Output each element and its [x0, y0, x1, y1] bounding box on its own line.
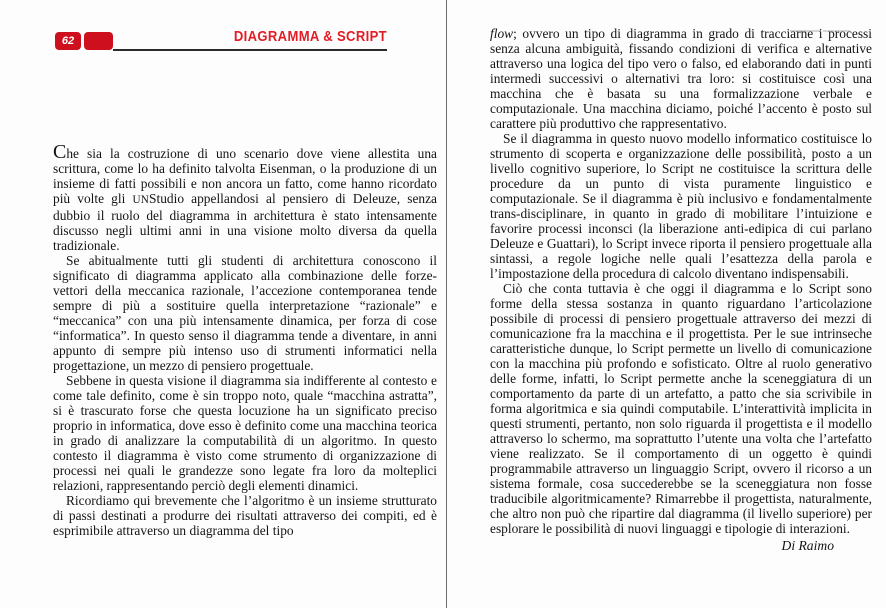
chapter-title: DIAGRAMMA & SCRIPT — [233, 29, 387, 45]
author-signature: Di Raimo — [781, 538, 834, 553]
page-gutter-divider — [446, 0, 447, 608]
paragraph-text: ; ovvero un tipo di diagramma in grado di tracciarne i processi senza alcuna ambiguità, fissando condizioni di verifica e alternative attraverso una logica del tipo vero o falso, ed elaborando dati in punti intermedi successivi o alternativi tra loro: si costituisce così una macchina che è basata su una formalizzazione verbale e computazionale. Una macchina diciamo, poiché l’accento è posto sul carattere più produttivo che rappresentativo. — [490, 26, 872, 131]
paragraph — [53, 141, 437, 253]
right-page-text-column — [490, 26, 872, 553]
smallcaps-text: UN — [132, 194, 150, 206]
paragraph — [490, 26, 872, 131]
header-rule — [113, 49, 387, 51]
paragraph: Se il diagramma in questo nuovo modello informatico costituisce lo strumento di scoperta e organizzazione delle possibilità, posto a un livello cognitivo superiore, lo Script ne costituisce la scrittura delle procedure da un punto di vista puramente linguistico e computazionale. Se il diagramma è più inclusivo e fondamentalmente trans-disciplinare, in quanto in grado di mobilitare l’intuizione e favorire processi inconsci (la liberazione anti-edipica di cui parlano Deleuze e Guattari), lo Script invece riporta il pensiero progettuale alla sintassi, a regole logiche nelle quali l’esattezza della parola e l’impostazione della procedura di calcolo diventano indispensabili. — [490, 131, 872, 281]
paragraph: Sebbene in questa visione il diagramma sia indifferente al contesto e come tale definito, come è sin troppo noto, quale “macchina astratta”, si è trascurato forse che questa locuzione ha un significato preciso proprio in informatica, dove esso è definito come una macchina teorica in grado di analizzare la computabilità di un algoritmo. In questo contesto il diagramma è visto come strumento di organizzazione di processi nei quali le grandezze sono legate fra loro da molteplici relazioni, rappresentando perciò degli elementi dinamici. — [53, 373, 437, 493]
page-number-badge: 62 — [55, 32, 81, 50]
italic-term: flow — [490, 26, 514, 41]
chapter-tab-decoration — [84, 32, 113, 50]
paragraph: Ricordiamo qui brevemente che l’algoritmo è un insieme strutturato di passi destinati a produrre dei risultati attraverso dei compiti, ed è esprimibile attraverso un diagramma del tipo — [53, 493, 437, 538]
paragraph: Ciò che conta tuttavia è che oggi il diagramma e lo Script sono forme della stessa sostanza in quanto riguardano l’articolazione possibile di processi di pensiero progettuale attraverso dei mezzi di comunicazione fra la macchina e il progettista. Per le sue intrinseche caratteristiche dunque, lo Script permette un livello di comunicazione con la macchina più profondo e sofisticato. Oltre al ruolo generativo delle forme, infatti, lo Script permette anche la sceneggiatura di un comportamento da parte di un artefatto, a patto che sia scrivibile in forma algoritmica e sia quindi computabile. L’interattività implicita in questi strumenti, pertanto, non solo riguarda il progettista e il modello attraverso lo schermo, ma soprattutto l’utente una volta che l’artefatto viene realizzato. Se il comportamento di un oggetto è quindi programmabile attraverso un linguaggio Script, ovvero il ricorso a un sistema formale, cosa succederebbe se la sceneggiatura non fosse traducibile algoritmicamente? Rimarrebbe il progettista, naturalmente, che altro non può che ripartire dal diagramma (il livello superiore) per esplorare le possibilità di nuovi linguaggi e tipologie di interazioni. — [490, 281, 872, 536]
paragraph: Se abitualmente tutti gli studenti di architettura conoscono il significato di diagramma applicato alla combinazione delle forze-vettori della meccanica razionale, l’accezione contemporanea tende sempre di più a sostituire quella interpretazione “razionale” e “meccanica” con una più intensamente dinamica, per forza di cose “informatica”. In questo senso il diagramma tende a diventare, in anni appunto di sempre più intenso uso di strumenti informatici nella progettazione, un mezzo di pensiero progettuale. — [53, 253, 437, 373]
left-page-text-column — [53, 141, 437, 538]
paragraph-text: Studio appellandosi al pensiero di Deleuze, senza dubbio il ruolo del diagramma in architettura è stato intensamente discusso negli ultimi anni in una visione molto diversa da quella tradizionale. — [53, 191, 437, 253]
paragraph-text: he sia la costruzione di uno scenario dove viene allestita una scrittura, come lo ha definito talvolta Eisenman, o la produzione di un insieme di fatti possibili e non ancora un fatto, come hanno ricordato più volte gli — [53, 146, 437, 206]
initial-capital: C — [53, 141, 67, 163]
